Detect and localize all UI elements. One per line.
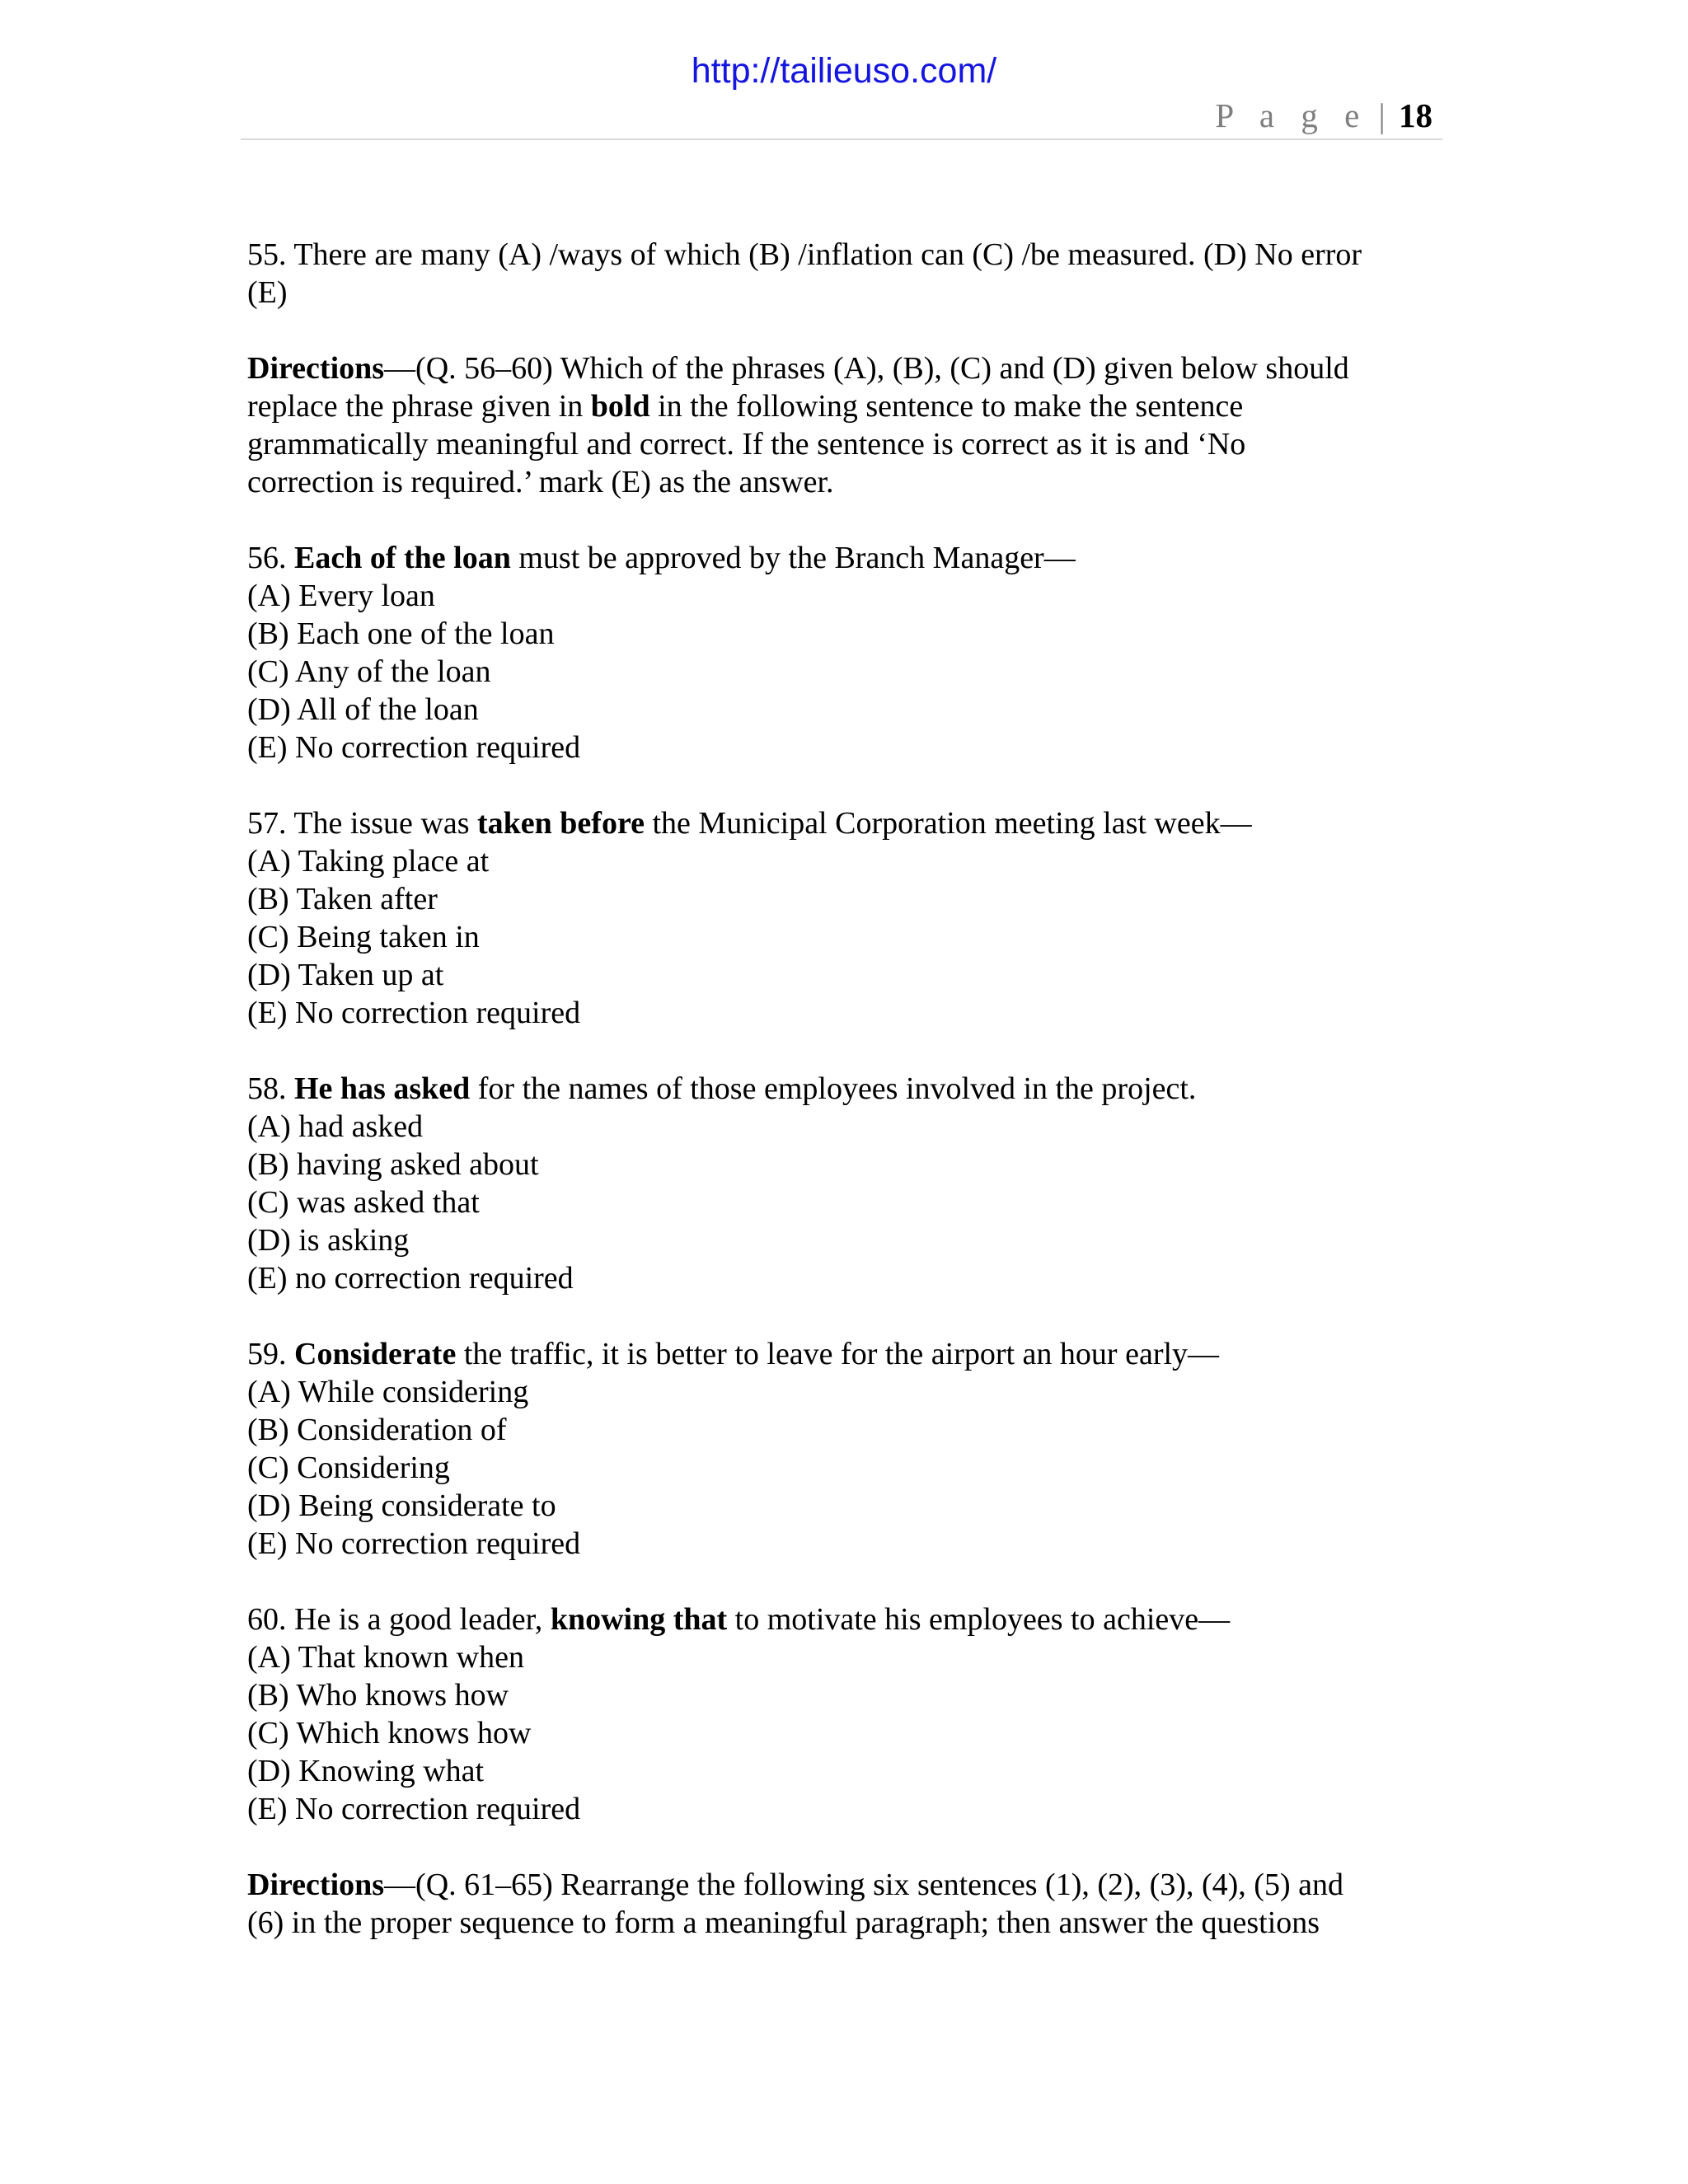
option-a: (A) Taking place at	[247, 844, 490, 879]
question-text: must be approved by the Branch Manager—	[510, 541, 1076, 575]
question-text: 55. There are many (A) /ways of which (B) /inflation can (C) /be measured. (D) No error	[247, 237, 1362, 272]
option-a: (A) had asked	[247, 1109, 424, 1144]
directions-bold-word: bold	[590, 389, 650, 424]
question-58	[247, 1070, 1442, 1297]
directions-text: replace the phrase given in	[247, 389, 591, 424]
page-number-header	[1215, 96, 1432, 135]
option-e: (E) No correction required	[247, 1792, 581, 1826]
option-a: (A) Every loan	[247, 579, 435, 613]
option-c: (C) Which knows how	[247, 1716, 532, 1750]
option-c: (C) Any of the loan	[247, 654, 491, 689]
directions-56-60	[247, 349, 1442, 501]
question-stem	[247, 1601, 1442, 1638]
question-bold-phrase: knowing that	[550, 1602, 728, 1637]
header-divider	[241, 138, 1442, 140]
option-b: (B) Who knows how	[247, 1678, 509, 1713]
question-bold-phrase: He has asked	[294, 1071, 471, 1106]
option-e: (E) No correction required	[247, 996, 581, 1030]
question-number: 56.	[247, 541, 294, 575]
option-e: (E) no correction required	[247, 1261, 574, 1296]
option-c: (C) was asked that	[247, 1185, 480, 1220]
page-label: P a g e	[1215, 96, 1369, 134]
option-c: (C) Being taken in	[247, 920, 480, 954]
question-60	[247, 1601, 1442, 1828]
option-a: (A) While considering	[247, 1375, 529, 1409]
question-bold-phrase: Considerate	[294, 1337, 457, 1371]
question-number: 60. He is a good leader,	[247, 1602, 551, 1637]
question-55	[247, 236, 1442, 312]
question-stem	[247, 1070, 1442, 1108]
directions-line: (6) in the proper sequence to form a meaningful paragraph; then answer the questions	[247, 1905, 1320, 1940]
question-stem	[247, 1335, 1442, 1373]
question-number: 57. The issue was	[247, 806, 477, 841]
directions-line: correction is required.’ mark (E) as the answer.	[247, 465, 834, 499]
question-59	[247, 1335, 1442, 1563]
question-number: 58.	[247, 1071, 294, 1106]
page-separator: |	[1378, 96, 1386, 134]
document-body	[247, 236, 1442, 1980]
directions-line	[247, 349, 1442, 387]
option-e: (E) No correction required	[247, 1526, 581, 1561]
option-c: (C) Considering	[247, 1451, 450, 1485]
option-e: (E) No correction required	[247, 730, 581, 765]
option-d: (D) is asking	[247, 1223, 410, 1258]
header-url-link[interactable]: http://tailieuso.com/	[691, 51, 997, 91]
question-text: the Municipal Corporation meeting last week—	[645, 806, 1252, 841]
question-text: (E)	[247, 275, 288, 310]
directions-line: grammatically meaningful and correct. If the sentence is correct as it is and ‘No	[247, 427, 1246, 462]
question-stem	[247, 804, 1442, 842]
option-b: (B) having asked about	[247, 1147, 539, 1182]
option-b: (B) Each one of the loan	[247, 616, 555, 651]
question-text: the traffic, it is better to leave for the airport an hour early—	[456, 1337, 1220, 1371]
option-d: (D) Knowing what	[247, 1754, 485, 1788]
question-57	[247, 804, 1442, 1032]
directions-heading: Directions	[247, 351, 385, 386]
directions-heading: Directions	[247, 1868, 385, 1902]
question-56	[247, 539, 1442, 766]
directions-line	[247, 387, 1442, 425]
option-a: (A) That known when	[247, 1640, 524, 1675]
directions-line	[247, 1866, 1442, 1904]
option-b: (B) Consideration of	[247, 1413, 507, 1447]
page-number: 18	[1399, 96, 1432, 134]
directions-61-65	[247, 1866, 1442, 1942]
directions-text: —(Q. 61–65) Rearrange the following six sentences (1), (2), (3), (4), (5) and	[384, 1868, 1343, 1902]
option-b: (B) Taken after	[247, 882, 438, 916]
option-d: (D) Being considerate to	[247, 1488, 556, 1523]
question-text: to motivate his employees to achieve—	[727, 1602, 1231, 1637]
question-text: for the names of those employees involved in the project.	[470, 1071, 1197, 1106]
question-number: 59.	[247, 1337, 294, 1371]
question-bold-phrase: Each of the loan	[294, 541, 511, 575]
option-d: (D) All of the loan	[247, 692, 479, 727]
question-bold-phrase: taken before	[477, 806, 645, 841]
directions-text: in the following sentence to make the sentence	[649, 389, 1244, 424]
directions-text: —(Q. 56–60) Which of the phrases (A), (B), (C) and (D) given below should	[384, 351, 1349, 386]
question-stem	[247, 539, 1442, 577]
option-d: (D) Taken up at	[247, 958, 444, 992]
